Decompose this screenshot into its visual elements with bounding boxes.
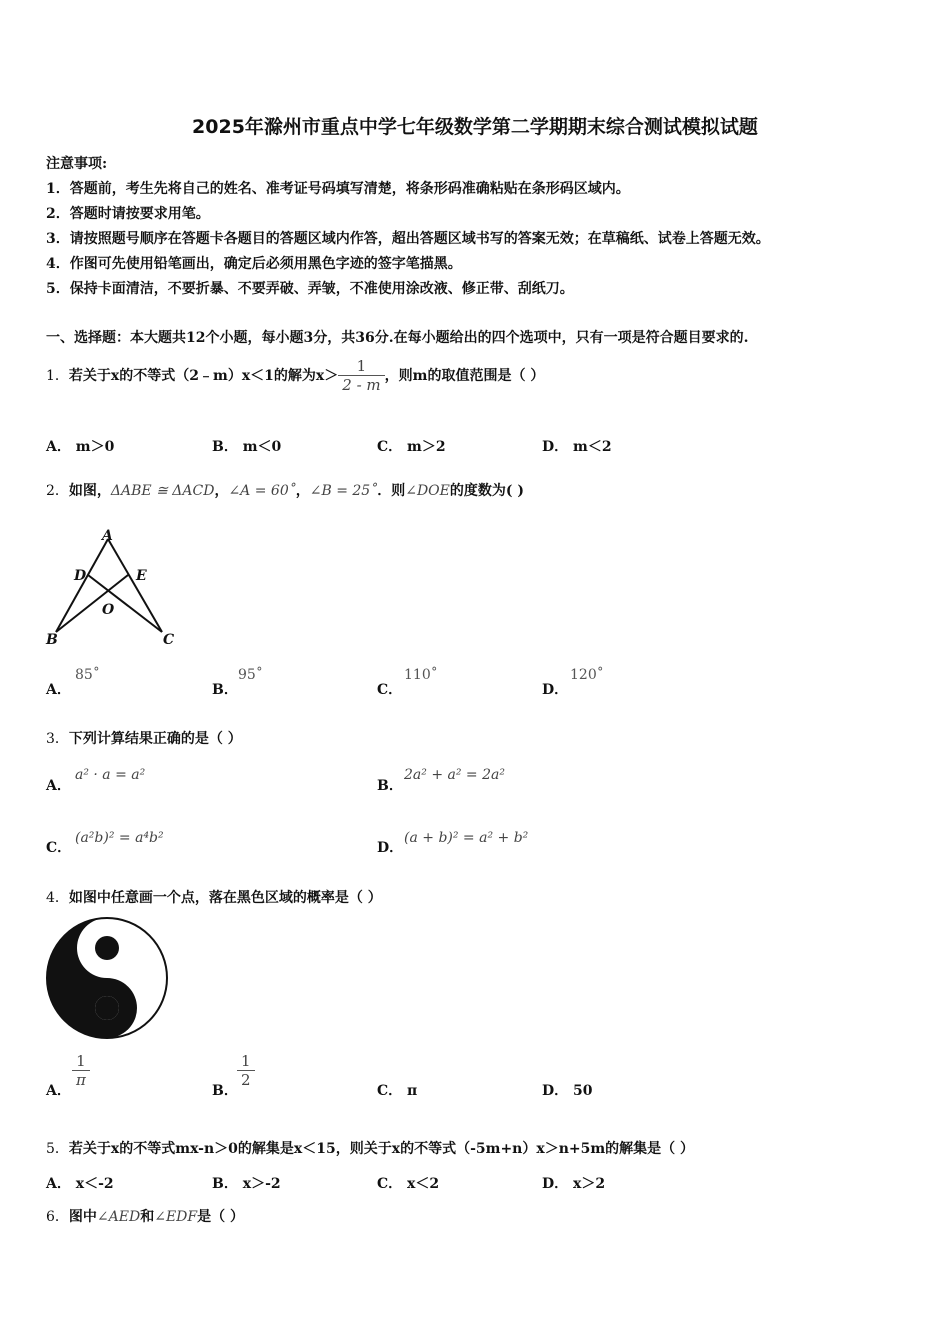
q2-option-d[interactable]: D． <box>542 682 569 698</box>
q6-text-b: 和 <box>140 1209 155 1225</box>
yin-yang-figure <box>44 916 172 1042</box>
q1-frac-den: 2 - m <box>338 375 384 394</box>
q4-option-c[interactable]: C． π <box>377 1083 418 1099</box>
q2-number: 2． <box>46 483 69 499</box>
figure-label-o: O <box>102 602 115 618</box>
question-4 <box>46 887 382 907</box>
figure-label-c: C <box>163 632 175 648</box>
q4-number: 4． <box>46 890 69 906</box>
q3-number: 3． <box>46 731 69 747</box>
q5-option-d[interactable]: D． x＞2 <box>542 1176 606 1192</box>
section-heading: 一、选择题：本大题共12个小题，每小题3分，共36分.在每小题给出的四个选项中，只有一项是符合题目要求的. <box>46 330 749 346</box>
q3-option-c[interactable]: C． <box>46 840 72 856</box>
q2-math-congruent: ΔABE ≅ ΔACD <box>110 483 215 499</box>
q1-option-a[interactable]: A． m＞0 <box>46 439 115 455</box>
question-2 <box>46 480 524 500</box>
q3-option-d-value: (a + b)² = a² + b² <box>404 830 529 846</box>
page-title: 2025年滁州市重点中学七年级数学第二学期期末综合测试模拟试题 <box>192 116 758 138</box>
q1-frac-num: 1 <box>356 356 367 375</box>
q2-text-c: 的度数为( ) <box>449 483 524 499</box>
triangle-figure <box>42 525 182 650</box>
question-1 <box>46 352 544 398</box>
notice-item-1: 1．答题前，考生先将自己的姓名、准考证号码填写清楚，将条形码准确粘贴在条形码区域内。 <box>46 181 630 197</box>
q1-number: 1． <box>46 368 69 384</box>
q4-option-a-num: 1 <box>76 1052 86 1070</box>
q3-text: 下列计算结果正确的是（ ） <box>68 731 242 747</box>
q4-option-a-fraction <box>72 1052 90 1089</box>
q1-fraction <box>338 357 384 394</box>
q4-option-a-den: π <box>72 1070 90 1089</box>
q6-text-a: 图中 <box>68 1209 97 1225</box>
figure-label-d: D <box>74 568 87 584</box>
notice-item-2: 2．答题时请按要求用笔。 <box>46 206 210 222</box>
q2-option-d-value: 120˚ <box>570 667 604 683</box>
q1-option-c[interactable]: C． m＞2 <box>377 439 446 455</box>
figure-label-a: A <box>102 528 113 544</box>
notice-heading: 注意事项: <box>46 156 108 172</box>
question-5 <box>46 1138 694 1158</box>
figure-label-b: B <box>46 632 58 648</box>
q1-option-d[interactable]: D． m＜2 <box>542 439 612 455</box>
question-6 <box>46 1206 244 1226</box>
q2-option-a[interactable]: A． <box>46 682 71 698</box>
q6-text-c: 是（ ） <box>197 1209 244 1225</box>
notice-item-3: 3．请按照题号顺序在答题卡各题目的答题区域内作答，超出答题区域书写的答案无效；在草稿纸、试卷上答题无效。 <box>46 231 770 247</box>
q2-option-b-value: 95˚ <box>238 667 263 683</box>
q4-option-b-num: 1 <box>241 1052 251 1070</box>
q2-option-b[interactable]: B． <box>212 682 238 698</box>
q4-text: 如图中任意画一个点，落在黑色区域的概率是（ ） <box>68 890 382 906</box>
notice-item-4: 4．作图可先使用铅笔画出，确定后必须用黑色字迹的签字笔描黑。 <box>46 256 462 272</box>
q2-text-b: ．则 <box>377 483 406 499</box>
q3-option-a-value: a² · a = a² <box>75 767 146 783</box>
q2-option-a-value: 85˚ <box>75 667 100 683</box>
q5-option-b[interactable]: B． x＞-2 <box>212 1176 281 1192</box>
q4-option-b-fraction <box>237 1052 255 1089</box>
q1-text-a: 若关于x的不等式（2﹣m）x＜1的解为x＞ <box>68 368 339 384</box>
figure-label-e: E <box>136 568 147 584</box>
q2-math-angle-a: ∠A = 60˚ <box>228 483 296 499</box>
q5-text: 若关于x的不等式mx-n＞0的解集是x＜15，则关于x的不等式（-5m+n）x＞n+5m的解集是（ ） <box>68 1141 695 1157</box>
q3-option-d[interactable]: D． <box>377 840 404 856</box>
q4-option-b[interactable]: B． <box>212 1083 238 1099</box>
q2-text-a: 如图， <box>68 483 111 499</box>
q1-option-b[interactable]: B． m＜0 <box>212 439 282 455</box>
q2-math-angle-b: ∠B = 25˚ <box>309 483 378 499</box>
q2-sep-2: ， <box>295 483 310 499</box>
q2-option-c[interactable]: C． <box>377 682 403 698</box>
q3-option-b[interactable]: B． <box>377 778 403 794</box>
q4-option-a[interactable]: A． <box>46 1083 71 1099</box>
q2-sep-1: ， <box>214 483 229 499</box>
q3-option-a[interactable]: A． <box>46 778 71 794</box>
q3-option-c-value: (a²b)² = a⁴b² <box>75 830 164 846</box>
question-3 <box>46 728 242 748</box>
q6-math-aed: ∠AED <box>96 1209 141 1225</box>
q4-option-b-den: 2 <box>237 1070 255 1089</box>
notice-item-5: 5．保持卡面清洁，不要折暴、不要弄破、弄皱，不准使用涂改液、修正带、刮纸刀。 <box>46 281 574 297</box>
q2-option-c-value: 110˚ <box>404 667 438 683</box>
q6-math-edf: ∠EDF <box>154 1209 198 1225</box>
q6-number: 6． <box>46 1209 69 1225</box>
q5-option-c[interactable]: C． x＜2 <box>377 1176 440 1192</box>
q2-math-angle-doe: ∠DOE <box>405 483 450 499</box>
q5-option-a[interactable]: A． x＜-2 <box>46 1176 114 1192</box>
q1-text-b: ，则m的取值范围是（ ） <box>384 368 545 384</box>
q4-option-d[interactable]: D． 50 <box>542 1083 593 1099</box>
q5-number: 5． <box>46 1141 69 1157</box>
q3-option-b-value: 2a² + a² = 2a² <box>404 767 505 783</box>
